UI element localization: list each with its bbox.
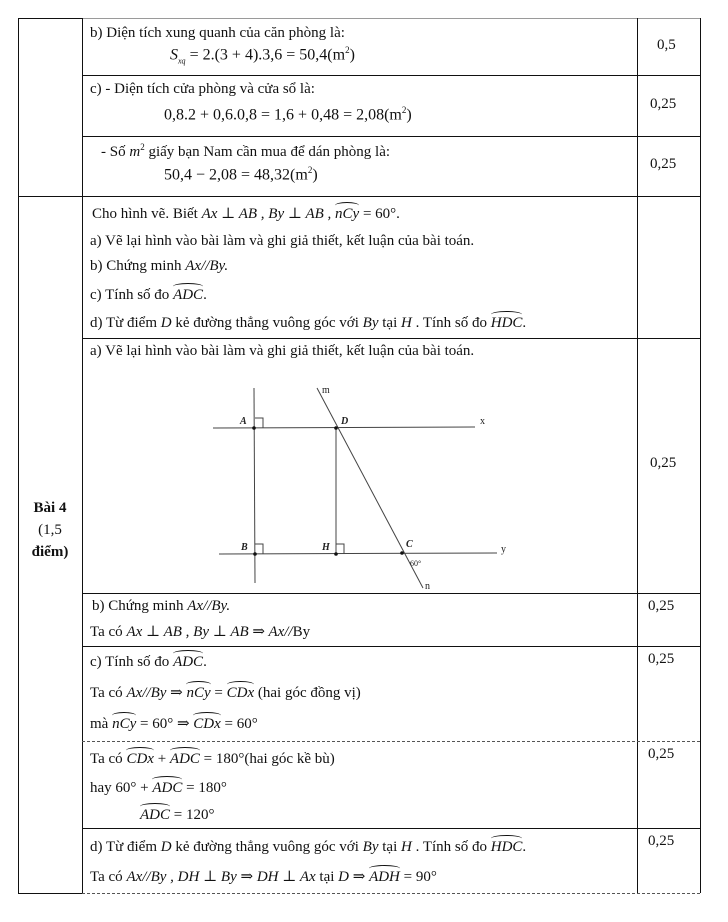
label-a: A	[240, 416, 247, 427]
section-divider	[18, 196, 700, 197]
text: hay 60° +	[90, 780, 153, 796]
formula-symbol: S	[170, 46, 178, 64]
angle: ADC	[140, 807, 170, 823]
label-n: n	[425, 581, 430, 592]
angle: nCy	[335, 206, 360, 222]
answer-d-line1	[90, 840, 526, 855]
row-heading: b) Diện tích xung quanh của căn phòng là:	[90, 25, 345, 41]
label-m: m	[322, 385, 330, 396]
formula-body: 0,8.2 + 0,6.0,8 = 1,6 + 0,48 = 2,08(m	[164, 106, 402, 124]
math-m: m	[129, 144, 141, 160]
answer-d-line2	[90, 870, 437, 885]
text: c) Tính số đo	[90, 654, 174, 670]
label-b: B	[241, 542, 248, 553]
point-c	[400, 551, 404, 555]
table-border-bottom-left	[18, 893, 82, 894]
label-d: D	[341, 416, 349, 427]
math: D ⇒	[338, 869, 370, 885]
angle: nCy	[112, 716, 137, 732]
label-c: C	[406, 539, 413, 550]
table-border-left	[18, 18, 19, 893]
formula	[170, 46, 355, 66]
formula-close: )	[406, 106, 412, 124]
text: tại	[315, 869, 339, 885]
problem-points-unit: điểm)	[31, 544, 69, 560]
answer-a-text: a) Vẽ lại hình vào bài làm và ghi giả thiết, kết luận của bài toán.	[90, 343, 475, 359]
text: .	[522, 315, 527, 331]
right-angle-h	[336, 544, 344, 554]
angle: HDC	[490, 839, 523, 855]
row-heading: c) - Diện tích cửa phòng và cửa sổ là:	[90, 81, 315, 97]
text: Ta có	[90, 869, 127, 885]
row-divider	[82, 828, 700, 829]
right-angle-a	[255, 418, 263, 428]
math: By	[362, 315, 379, 331]
row-heading	[101, 143, 390, 160]
text: .	[203, 287, 207, 303]
answer-c-line2	[90, 686, 361, 701]
formula-close: )	[312, 166, 318, 184]
answer-b-line2	[90, 625, 310, 640]
math: Ax//By.	[187, 598, 231, 614]
formula	[164, 106, 412, 123]
label-angle-60: 60°	[410, 559, 422, 568]
label-x: x	[480, 416, 485, 427]
text: = 90°	[399, 869, 437, 885]
angle: CDx	[226, 685, 255, 701]
row-divider	[82, 136, 700, 137]
text: tại	[378, 839, 401, 855]
angle: ADC	[173, 287, 204, 303]
table-border-top-left	[18, 18, 82, 19]
text: d) Từ điểm	[90, 315, 161, 331]
math: Ax//By , DH ⊥ By ⇒ DH ⊥ Ax	[126, 869, 316, 885]
row-divider	[82, 646, 700, 647]
text: . Tính số đo	[411, 315, 491, 331]
math: D	[160, 839, 172, 855]
score: 0,25	[650, 455, 677, 471]
text: = 180°(hai góc kề bù)	[199, 751, 335, 767]
label-h: H	[322, 542, 330, 553]
label-y: y	[501, 544, 506, 555]
row-divider	[82, 75, 700, 76]
line-by	[219, 553, 497, 554]
angle: ADH	[369, 869, 400, 885]
line-mn	[317, 388, 423, 588]
table-border-top	[82, 18, 700, 19]
row-divider	[82, 593, 700, 594]
text: Ta có	[90, 685, 127, 701]
math: Ax//By ⇒	[126, 685, 187, 701]
formula-subscript: xq	[178, 56, 186, 66]
answer-c-line1	[90, 655, 207, 670]
point-h	[334, 552, 338, 556]
angle: ADC	[152, 780, 183, 796]
text: +	[153, 751, 170, 767]
text: c) Tính số đo	[90, 287, 174, 303]
answer-c2-line1	[90, 752, 335, 767]
text: = 60°	[220, 716, 258, 732]
point-b	[253, 552, 257, 556]
text: = 60° ⇒	[136, 716, 194, 732]
text: giấy bạn Nam cần mua để dán phòng là:	[144, 144, 391, 160]
formula-sup: 2	[401, 105, 407, 115]
angle: CDx	[126, 751, 154, 767]
problem-label	[18, 497, 82, 563]
text: = 180°	[182, 780, 227, 796]
math: Ax//By.	[185, 258, 229, 274]
text: . Tính số đo	[411, 839, 491, 855]
answer-c-line3	[90, 717, 258, 732]
column-divider-1	[82, 18, 83, 893]
angle: HDC	[490, 315, 523, 331]
score: 0,25	[650, 156, 677, 172]
angle: nCy	[186, 685, 211, 701]
text: Cho hình vẽ. Biết	[92, 206, 202, 222]
formula-sup: 2	[307, 165, 313, 175]
text: Ta có	[90, 624, 127, 640]
formula-close: )	[349, 46, 355, 64]
problem-intro	[92, 207, 400, 222]
math: Ax ⊥ AB , By ⊥ AB ,	[201, 206, 336, 222]
math: Ax ⊥ AB , By ⊥ AB ⇒ Ax//	[126, 624, 293, 640]
score: 0,25	[648, 746, 675, 762]
text: mà	[90, 716, 113, 732]
score: 0,25	[648, 651, 675, 667]
formula	[164, 166, 318, 183]
problem-part-c	[90, 288, 207, 303]
text: kẻ đường thẳng vuông góc với	[171, 839, 363, 855]
text: .	[522, 839, 527, 855]
text: By	[292, 624, 311, 640]
score: 0,5	[657, 37, 676, 53]
answer-b-line1	[92, 599, 230, 614]
problem-number: Bài 4	[33, 500, 67, 516]
text: kẻ đường thẳng vuông góc với	[171, 315, 363, 331]
table-border-bottom	[82, 893, 700, 894]
formula-body: = 2.(3 + 4).3,6 = 50,4(m	[185, 46, 346, 64]
text: Ta có	[90, 751, 127, 767]
answer-c2-line3	[140, 808, 214, 823]
sup: 2	[140, 142, 145, 152]
problem-part-b	[90, 259, 228, 274]
problem-points: (1,5	[38, 522, 62, 538]
answer-c2-line2	[90, 781, 227, 796]
angle: ADC	[173, 654, 204, 670]
row-divider-dashed	[82, 741, 700, 742]
text: b) Chứng minh	[92, 598, 188, 614]
text: d) Từ điểm	[90, 839, 161, 855]
angle: ADC	[169, 751, 200, 767]
text: b) Chứng minh	[90, 258, 186, 274]
text: (hai góc đồng vị)	[254, 685, 361, 701]
point-a	[252, 426, 256, 430]
formula-sup: 2	[345, 45, 350, 55]
text: = 120°	[170, 807, 215, 823]
math: By	[362, 839, 379, 855]
text: =	[210, 685, 227, 701]
table-border-right	[700, 18, 701, 893]
right-angle-b	[255, 544, 263, 554]
math: D	[160, 315, 172, 331]
problem-part-a: a) Vẽ lại hình vào bài làm và ghi giả thiết, kết luận của bài toán.	[90, 233, 475, 249]
column-divider-2	[637, 18, 638, 893]
text: tại	[378, 315, 401, 331]
score: 0,25	[648, 598, 675, 614]
problem-part-d	[90, 316, 526, 331]
score: 0,25	[650, 96, 677, 112]
geometry-figure	[205, 378, 515, 593]
formula-body: 50,4 − 2,08 = 48,32(m	[164, 166, 308, 184]
text: - Số	[101, 144, 130, 160]
math: H	[401, 315, 412, 331]
angle: CDx	[193, 716, 221, 732]
row-divider	[82, 338, 700, 339]
text: .	[203, 654, 207, 670]
math: H	[401, 839, 412, 855]
score: 0,25	[648, 833, 675, 849]
text: = 60°.	[359, 206, 400, 222]
point-d	[334, 426, 338, 430]
